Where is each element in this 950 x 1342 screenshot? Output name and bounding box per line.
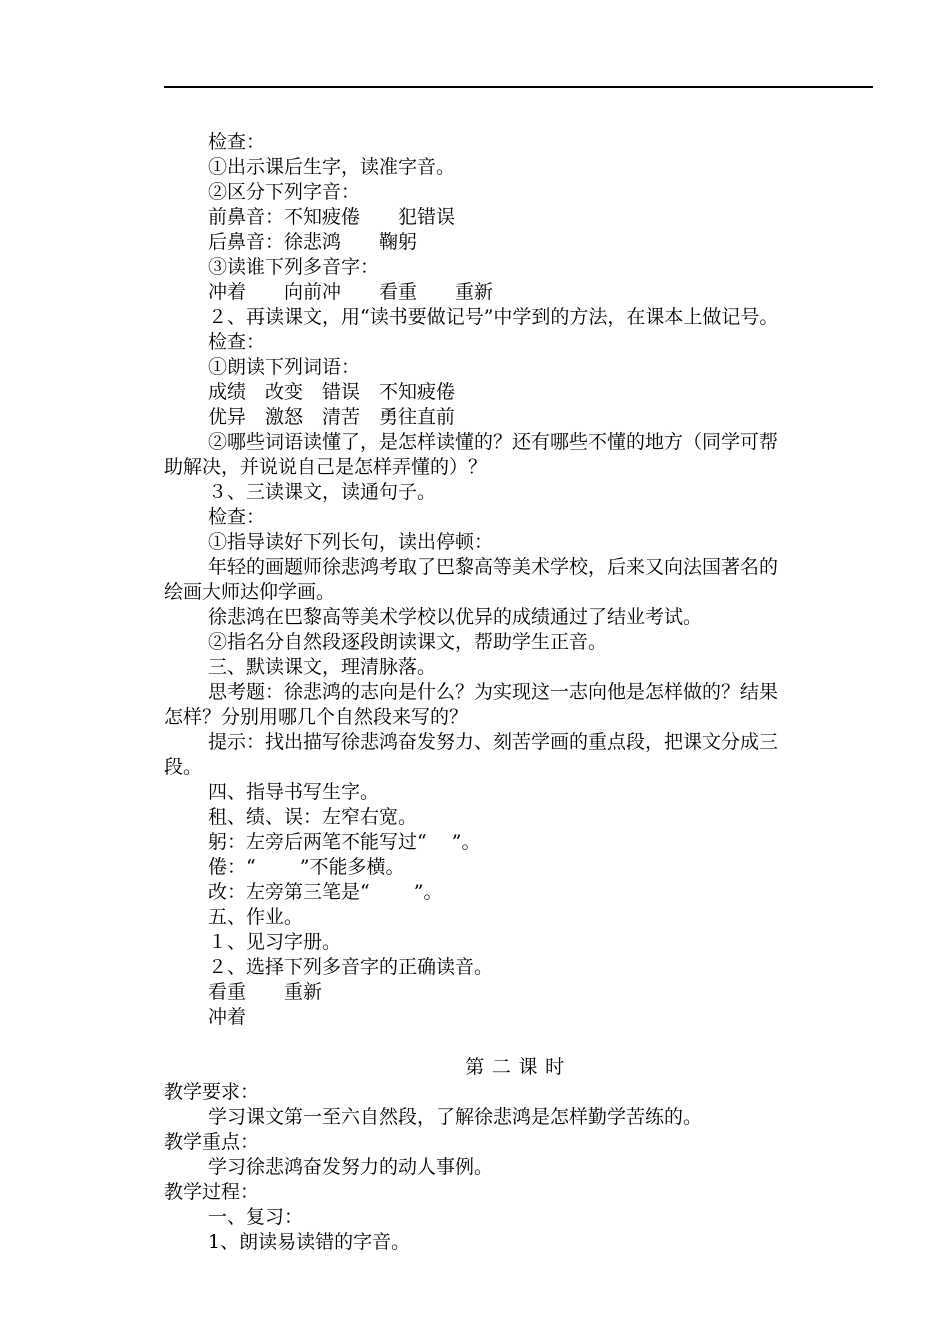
text-line: 1、朗读易读错的字音。 <box>208 1231 411 1253</box>
text-line: ①朗读下列词语： <box>208 356 361 378</box>
blank-line <box>164 1030 873 1055</box>
text-line: 租、绩、误：左窄右宽。 <box>208 806 418 828</box>
text-line: 绘画大师达仰学画。 <box>164 581 336 603</box>
text-line: 优异 激怒 清苦 勇往直前 <box>208 406 456 428</box>
text-line: 检查： <box>208 331 266 353</box>
document-body <box>164 130 873 1255</box>
text-line: 检查： <box>208 131 266 153</box>
text-line: ２、选择下列多音字的正确读音。 <box>208 956 494 978</box>
text-line: 冲着 <box>208 1006 247 1028</box>
text-line: 检查： <box>208 506 266 528</box>
text-line: 学习课文第一至六自然段，了解徐悲鸿是怎样勤学苦练的。 <box>208 1106 703 1128</box>
text-line: ②指名分自然段逐段朗读课文，帮助学生正音。 <box>208 631 608 653</box>
text-line: 教学要求： <box>164 1081 260 1103</box>
text-line: 教学过程： <box>164 1181 260 1203</box>
text-line: 段。 <box>164 756 203 778</box>
text-line: 教学重点： <box>164 1131 260 1153</box>
text-line: 助解决，并说说自己是怎样弄懂的）？ <box>164 456 488 478</box>
text-line: 徐悲鸿在巴黎高等美术学校以优异的成绩通过了结业考试。 <box>208 606 703 628</box>
text-line: 怎样？分别用哪几个自然段来写的？ <box>164 706 469 728</box>
text-line: 改：左旁第三笔是“ ”。 <box>208 881 443 903</box>
text-line: 看重 重新 <box>208 981 323 1003</box>
text-line: 年轻的画题师徐悲鸿考取了巴黎高等美术学校，后来又向法国著名的 <box>208 556 779 578</box>
text-line: １、见习字册。 <box>208 931 342 953</box>
text-line: 躬：左旁后两笔不能写过“ ”。 <box>208 831 481 853</box>
text-line: ①出示课后生字，读准字音。 <box>208 156 456 178</box>
section-heading: 第二课时 <box>465 1056 572 1078</box>
text-line: ３、三读课文，读通句子。 <box>208 481 437 503</box>
text-line: 倦：“ ”不能多横。 <box>208 856 405 878</box>
text-line: ２、再读课文，用“读书要做记号”中学到的方法，在课本上做记号。 <box>208 306 779 328</box>
text-line: 一、复习： <box>208 1206 304 1228</box>
text-line: ②区分下列字音： <box>208 181 361 203</box>
text-line: ①指导读好下列长句，读出停顿： <box>208 531 494 553</box>
text-line: ③读谁下列多音字： <box>208 256 380 278</box>
text-line: 三、默读课文，理清脉落。 <box>208 656 437 678</box>
text-line: 思考题：徐悲鸿的志向是什么？为实现这一志向他是怎样做的？结果 <box>208 681 779 703</box>
header-rule <box>164 86 873 88</box>
text-line: 提示：找出描写徐悲鸿奋发努力、刻苦学画的重点段，把课文分成三 <box>208 731 779 753</box>
text-line: ②哪些词语读懂了，是怎样读懂的？还有哪些不懂的地方（同学可帮 <box>208 431 779 453</box>
text-line: 学习徐悲鸿奋发努力的动人事例。 <box>208 1156 494 1178</box>
text-line: 前鼻音：不知疲倦 犯错误 <box>208 206 456 228</box>
text-line: 冲着 向前冲 看重 重新 <box>208 281 494 303</box>
text-line: 四、指导书写生字。 <box>208 781 380 803</box>
text-line: 后鼻音：徐悲鸿 鞠躬 <box>208 231 418 253</box>
text-line: 成绩 改变 错误 不知疲倦 <box>208 381 456 403</box>
text-line: 五、作业。 <box>208 906 304 928</box>
